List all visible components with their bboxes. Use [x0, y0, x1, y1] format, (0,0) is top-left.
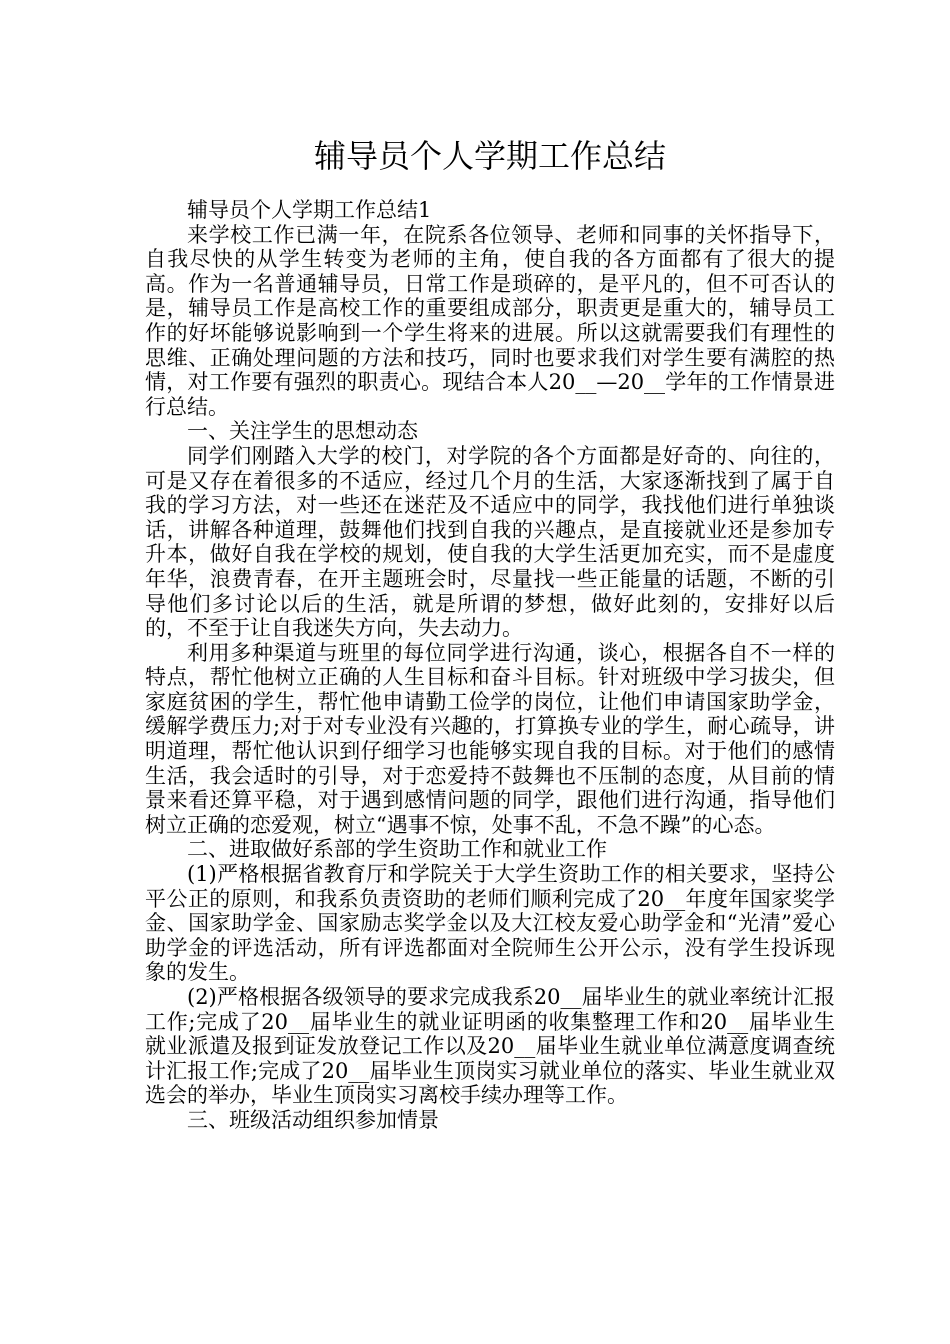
- document-body: [145, 198, 835, 1133]
- document-title: 辅导员个人学期工作总结: [313, 137, 666, 175]
- body-paragraph: 来学校工作已满一年，在院系各位领导、老师和同事的关怀指导下，自我尽快的从学生转变为老师的主角，使自我的各方面都有了很大的提高。作为一名普通辅导员，日常工作是琐碎的，是平凡的，但不可否认的是，辅导员工作是高校工作的重要组成部分，职责更是重大的，辅导员工作的好坏能够说影响到一个学生将来的进展。所以这就需要我们有理性的思维、正确处理问题的方法和技巧，同时也要求我们对学生要有满腔的热情，对工作要有强烈的职责心。现结合本人20__—20__学年的工作情景进行总结。: [145, 222, 835, 419]
- body-paragraph: 同学们刚踏入大学的校门，对学院的各个方面都是好奇的、向往的，可是又存在着很多的不适应，经过几个月的生活，大家逐渐找到了属于自我的学习方法，对一些还在迷茫及不适应中的同学，我找他们进行单独谈话，讲解各种道理，鼓舞他们找到自我的兴趣点，是直接就业还是参加专升本，做好自我在学校的规划，使自我的大学生活更加充实，而不是虚度年华，浪费青春，在开主题班会时，尽量找一些正能量的话题，不断的引导他们多讨论以后的生活，就是所谓的梦想，做好此刻的，安排好以后的，不至于让自我迷失方向，失去动力。: [145, 443, 835, 641]
- section-heading: 三、班级活动组织参加情景: [187, 1107, 439, 1132]
- section-heading: 辅导员个人学期工作总结1: [187, 198, 432, 222]
- document-page: [145, 0, 835, 1133]
- body-paragraph: (1)严格根据省教育厅和学院关于大学生资助工作的相关要求，坚持公平公正的原则，和我系负责资助的老师们顺利完成了20__年度年国家奖学金、国家助学金、国家励志奖学金以及大江校友爱心助学金和“光清”爱心助学金的评选活动，所有评选都面对全院师生公开公示，没有学生投诉现象的发生。: [145, 862, 835, 985]
- body-paragraph: (2)严格根据各级领导的要求完成我系20__届毕业生的就业率统计汇报工作;完成了20__届毕业生的就业证明函的收集整理工作和20__届毕业生就业派遣及报到证发放登记工作以及20__届毕业生就业单位满意度调查统计汇报工作;完成了20__届毕业生顶岗实习就业单位的落实、毕业生就业双选会的举办，毕业生顶岗实习离校手续办理等工作。: [145, 985, 835, 1108]
- section-heading: 一、关注学生的思想动态: [187, 419, 418, 444]
- body-paragraph: 利用多种渠道与班里的每位同学进行沟通，谈心，根据各自不一样的特点，帮忙他树立正确的人生目标和奋斗目标。针对班级中学习拔尖，但家庭贫困的学生，帮忙他申请勤工俭学的岗位，让他们申请国家助学金，缓解学费压力;对于对专业没有兴趣的，打算换专业的学生，耐心疏导，讲明道理，帮忙他认识到仔细学习也能够实现自我的目标。对于他们的感情生活，我会适时的引导，对于恋爱持不鼓舞也不压制的态度，从目前的情景来看还算平稳，对于遇到感情问题的同学，跟他们进行沟通，指导他们树立正确的恋爱观，树立“遇事不惊，处事不乱，不急不躁”的心态。: [145, 640, 835, 837]
- section-heading: 二、进取做好系部的学生资助工作和就业工作: [187, 837, 607, 862]
